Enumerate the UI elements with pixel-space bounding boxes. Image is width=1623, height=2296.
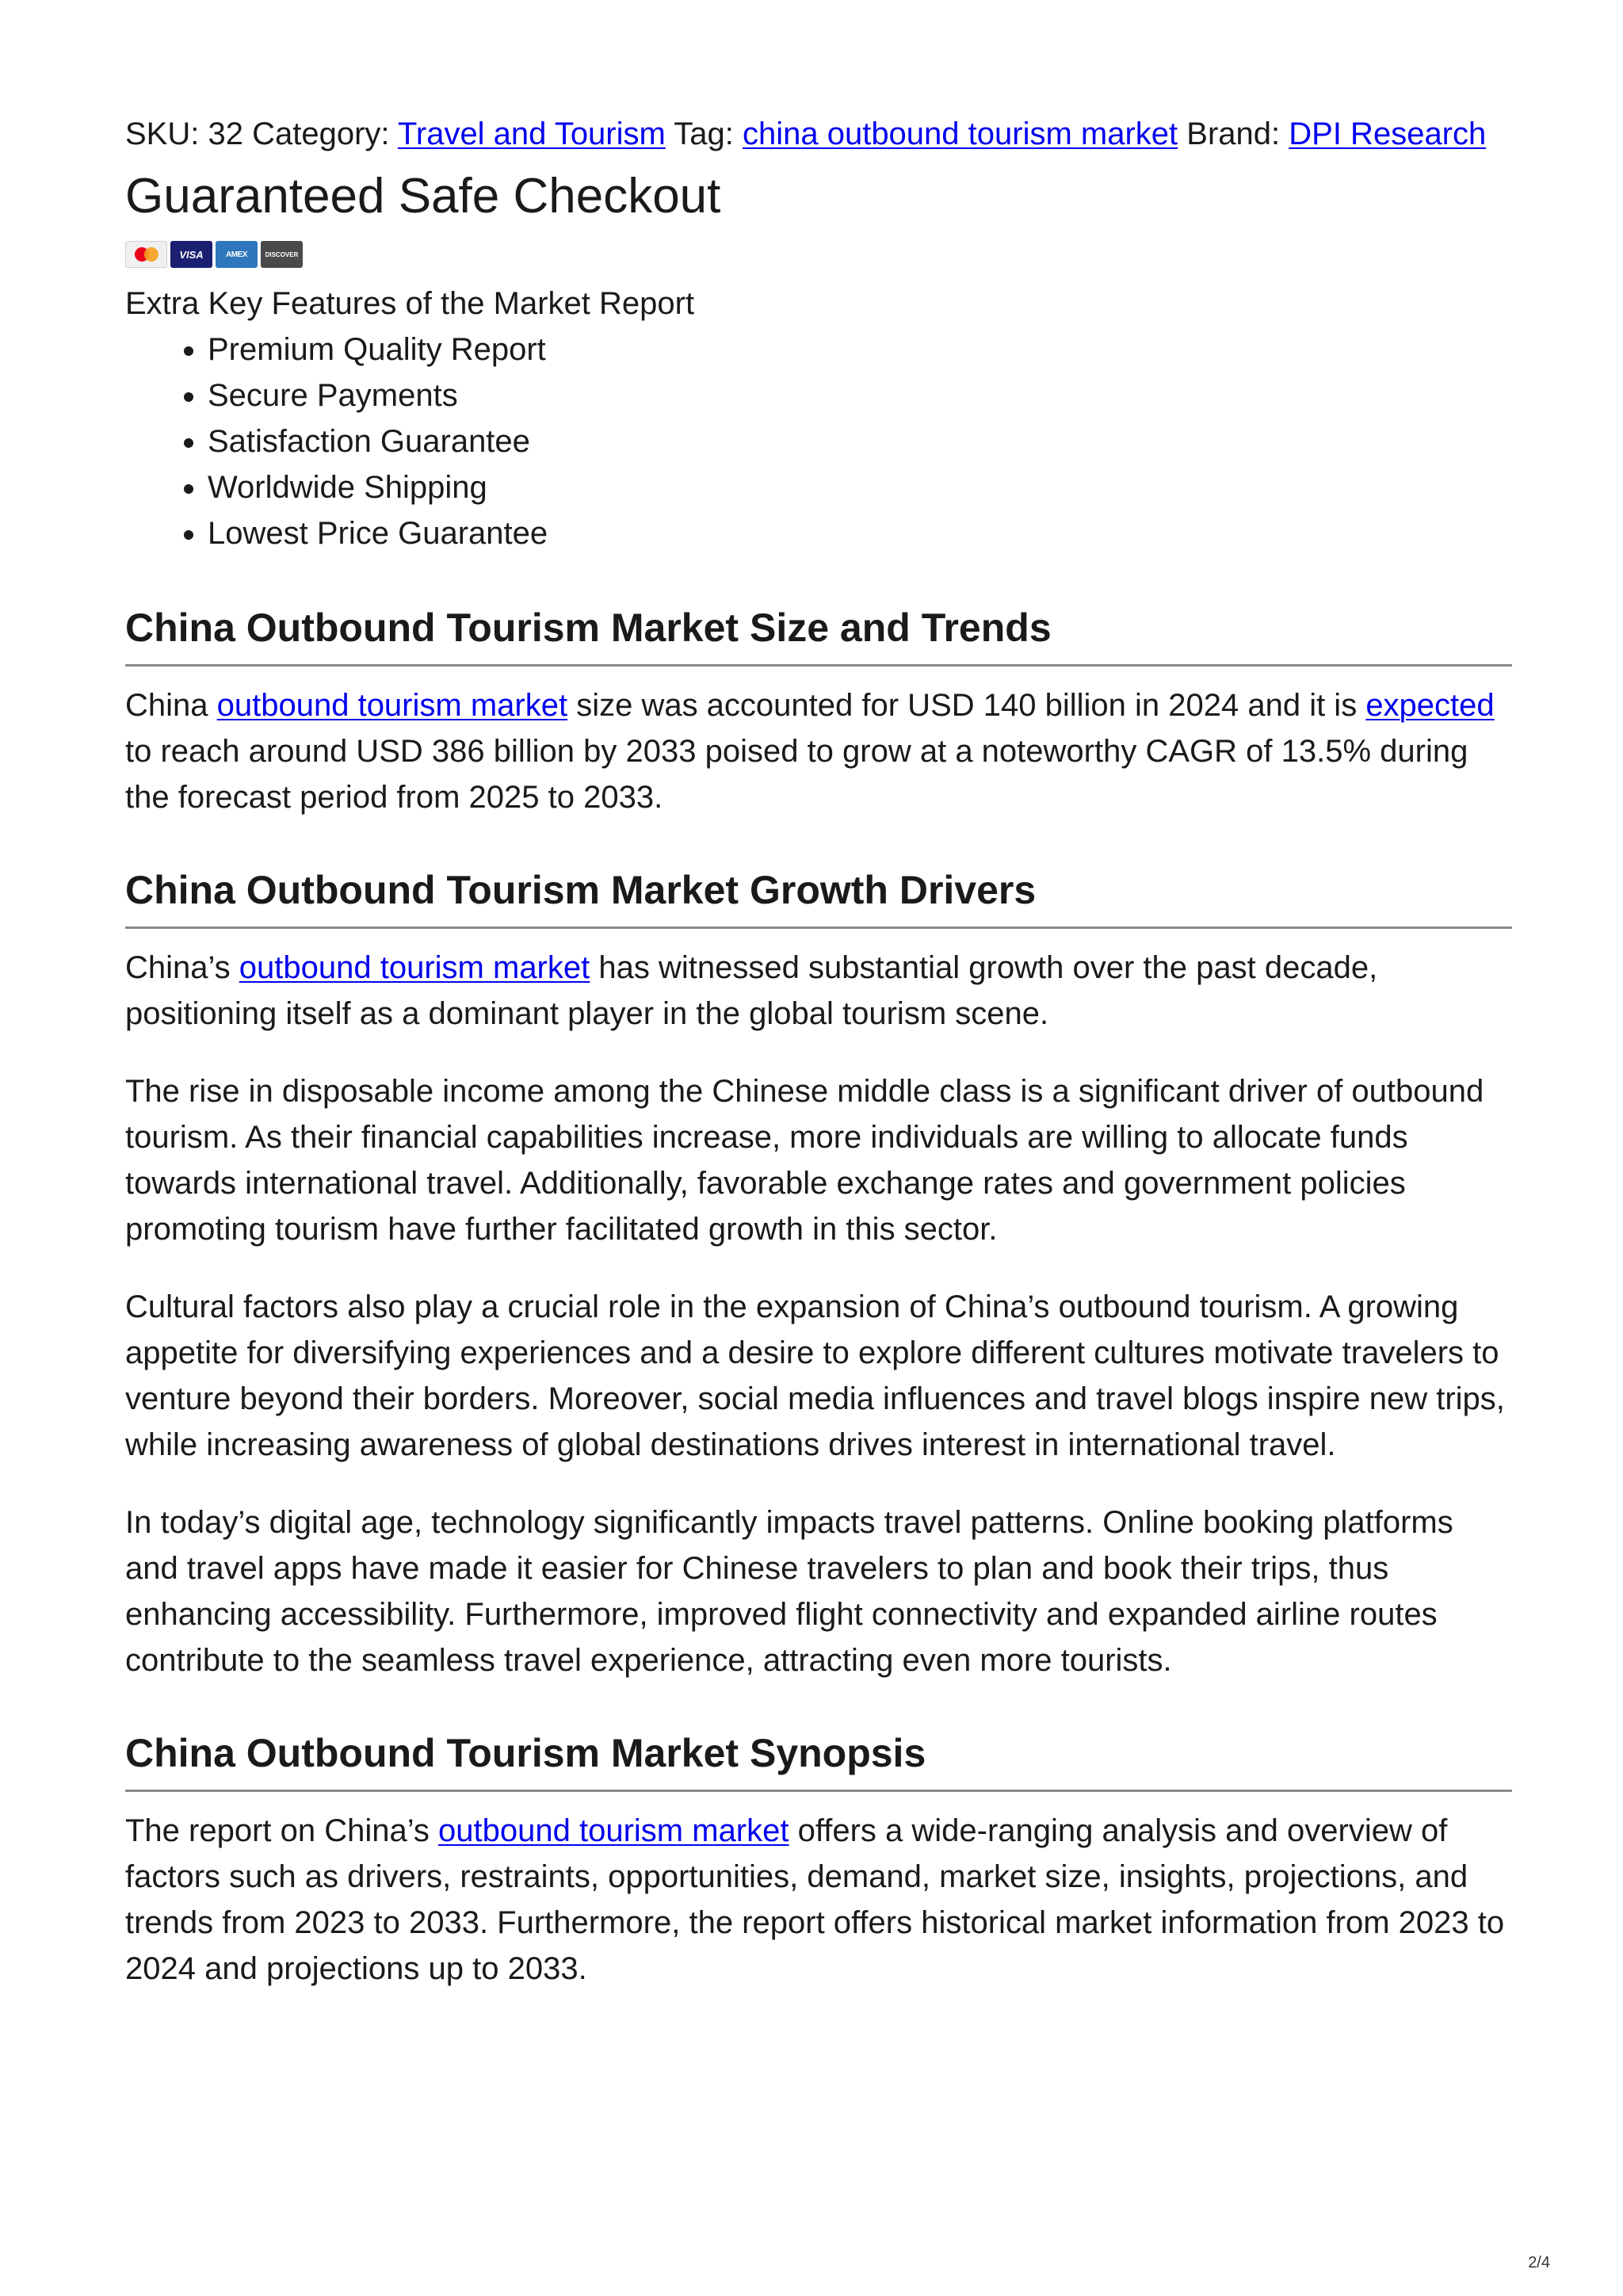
list-item: • Secure Payments bbox=[208, 372, 1512, 418]
sku-value: 32 bbox=[208, 117, 243, 151]
tag-link[interactable]: china outbound tourism market bbox=[742, 117, 1178, 151]
section-heading-drivers: China Outbound Tourism Market Growth Drivers bbox=[125, 865, 1512, 929]
synopsis-paragraph bbox=[125, 1808, 1512, 1992]
brand-label: Brand: bbox=[1186, 117, 1281, 151]
text-span: offers a wide-ranging analysis and overview of factors such as drivers, restraints, opportunities, demand, market size, insights, projections, and trends from 2023 to 2033. Furthermore, the report offers historical market information from 2023 to 2024 and projections up to 2033. bbox=[125, 1813, 1505, 1986]
text-span: size was accounted for USD 140 billion in 2024 and it is bbox=[567, 688, 1366, 723]
text-span: China bbox=[125, 688, 217, 723]
category-link[interactable]: Travel and Tourism bbox=[397, 117, 666, 151]
document-page bbox=[125, 111, 1512, 1992]
text-span: has witnessed substantial growth over the past decade, positioning itself as a dominant player in the global tourism scene. bbox=[125, 950, 1378, 1031]
expected-link[interactable]: expected bbox=[1365, 688, 1495, 723]
amex-icon: AMEX bbox=[216, 241, 258, 268]
brand-link[interactable]: DPI Research bbox=[1289, 117, 1487, 151]
list-item: • Satisfaction Guarantee bbox=[208, 418, 1512, 464]
outbound-tourism-link[interactable]: outbound tourism market bbox=[216, 688, 568, 723]
text-span: to reach around USD 386 billion by 2033 poised to grow at a noteworthy CAGR of 13.5% during the forecast period from 2025 to 2033. bbox=[125, 734, 1468, 815]
drivers-paragraph-3: Cultural factors also play a crucial role in the expansion of China’s outbound tourism. A growing appetite for diversifying experiences and a desire to explore different cultures motivate travelers to venture beyond their borders. Moreover, social media influences and travel blogs inspire new trips, while increasing awareness of global destinations drives interest in international travel. bbox=[125, 1289, 1505, 1462]
drivers-paragraph-1 bbox=[125, 945, 1512, 1037]
visa-icon: VISA bbox=[170, 241, 212, 268]
product-meta bbox=[125, 111, 1512, 157]
features-title: Extra Key Features of the Market Report bbox=[125, 286, 695, 321]
tag-label: Tag: bbox=[674, 117, 734, 151]
category-label: Category: bbox=[252, 117, 390, 151]
text-span: China’s bbox=[125, 950, 239, 985]
section-heading-size: China Outbound Tourism Market Size and Trends bbox=[125, 602, 1512, 667]
drivers-paragraph-2: The rise in disposable income among the Chinese middle class is a significant driver of outbound tourism. As their financial capabilities increase, more individuals are willing to allocate funds towards international travel. Additionally, favorable exchange rates and government policies promoting tourism have further facilitated growth in this sector. bbox=[125, 1074, 1484, 1247]
features-list bbox=[125, 327, 1512, 556]
sku-label: SKU: bbox=[125, 117, 200, 151]
outbound-tourism-link[interactable]: outbound tourism market bbox=[239, 950, 590, 985]
discover-icon: DISCOVER bbox=[261, 241, 303, 268]
mastercard-icon bbox=[125, 241, 167, 268]
list-item: • Premium Quality Report bbox=[208, 327, 1512, 372]
drivers-paragraph-4: In today’s digital age, technology significantly impacts travel patterns. Online booking platforms and travel apps have made it easier for Chinese travelers to plan and book their trips, thus enhancing accessibility. Furthermore, improved flight connectivity and expanded airline routes contribute to the seamless travel experience, attracting even more tourists. bbox=[125, 1505, 1453, 1678]
list-item: • Lowest Price Guarantee bbox=[208, 510, 1512, 556]
page-number: 2/4 bbox=[1528, 2254, 1550, 2271]
text-span: The report on China’s bbox=[125, 1813, 439, 1848]
list-item: • Worldwide Shipping bbox=[208, 464, 1512, 510]
section-heading-synopsis: China Outbound Tourism Market Synopsis bbox=[125, 1728, 1512, 1792]
checkout-title: Guaranteed Safe Checkout bbox=[125, 169, 721, 223]
payment-cards bbox=[125, 241, 1512, 269]
outbound-tourism-link[interactable]: outbound tourism market bbox=[438, 1813, 789, 1848]
size-paragraph bbox=[125, 682, 1512, 820]
